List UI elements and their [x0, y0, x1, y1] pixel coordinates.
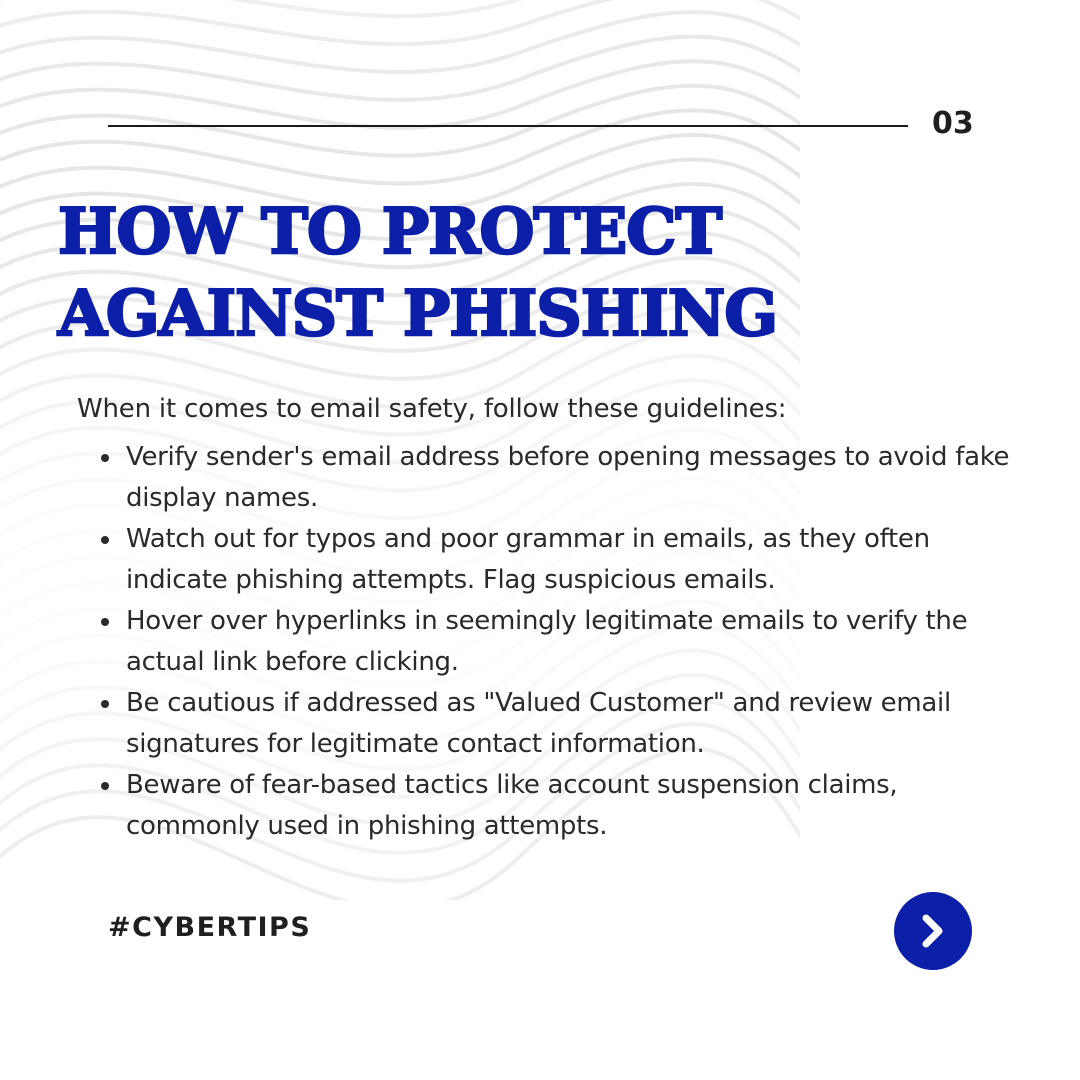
tip-text: Be cautious if addressed as "Valued Customer" and review email signatures for legitimate contact information.: [126, 688, 951, 759]
intro-text: When it comes to email safety, follow these guidelines:: [77, 394, 787, 424]
tip-item: [88, 437, 1018, 519]
bullet-icon: [101, 700, 109, 708]
headline: [58, 190, 777, 354]
tip-text: Verify sender's email address before opening messages to avoid fake display names.: [126, 442, 1010, 513]
tip-item: [88, 519, 1018, 601]
tip-text: Watch out for typos and poor grammar in emails, as they often indicate phishing attempts. Flag suspicious emails.: [126, 524, 930, 595]
bullet-icon: [101, 454, 109, 462]
tips-list: [88, 437, 1018, 847]
bullet-icon: [101, 536, 109, 544]
hashtag: #CYBERTIPS: [108, 912, 312, 943]
top-divider-line: [108, 125, 908, 127]
headline-line-2: AGAINST PHISHING: [58, 276, 778, 350]
next-slide-button[interactable]: [894, 892, 972, 970]
bullet-icon: [101, 618, 109, 626]
tip-item: [88, 765, 1018, 847]
headline-line-1: HOW TO PROTECT: [58, 194, 722, 268]
page-number: 03: [932, 106, 974, 141]
tip-text: Hover over hyperlinks in seemingly legitimate emails to verify the actual link before clicking.: [126, 606, 968, 677]
tip-text: Beware of fear-based tactics like account suspension claims, commonly used in phishing attempts.: [126, 770, 898, 841]
chevron-right-icon: [915, 913, 951, 949]
tip-item: [88, 683, 1018, 765]
bullet-icon: [101, 782, 109, 790]
tip-item: [88, 601, 1018, 683]
